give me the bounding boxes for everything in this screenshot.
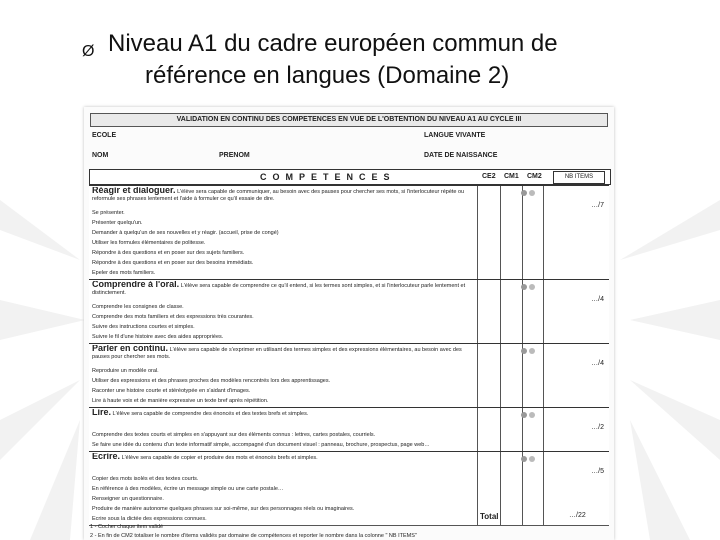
checkbox-cells[interactable] bbox=[477, 269, 544, 279]
section-text bbox=[92, 281, 472, 297]
col-ce2: CE2 bbox=[482, 173, 496, 180]
nb-items-cell bbox=[543, 475, 610, 485]
total-label: Total bbox=[480, 512, 499, 521]
col-cm1: CM1 bbox=[504, 173, 519, 180]
section-score: …/2 bbox=[591, 424, 604, 431]
nb-items-cell bbox=[543, 431, 610, 441]
nb-items-cell bbox=[543, 387, 610, 397]
item-text: Produire de manière autonome quelques phrases sur soi-même, sur des personnages réels ou imaginaires. bbox=[92, 506, 355, 512]
nb-items-cell bbox=[543, 239, 610, 249]
item-text: Comprendre des textes courts et simples en s'appuyant sur des éléments connus : lettres, cartes postales, courriels. bbox=[92, 432, 376, 438]
illustration-icon bbox=[519, 189, 537, 197]
nb-items-cell bbox=[543, 249, 610, 259]
checkbox-cells[interactable] bbox=[477, 239, 544, 249]
section-text bbox=[92, 345, 472, 361]
section-title: Parler en continu. bbox=[92, 345, 169, 353]
arrow-bullet-icon: Ø bbox=[82, 43, 95, 60]
sheet-heading: VALIDATION EN CONTINU DES COMPETENCES EN VUE DE L'OBTENTION DU NIVEAU A1 AU CYCLE III bbox=[90, 113, 608, 127]
nb-items-cell bbox=[543, 303, 610, 313]
naissance-label: DATE DE NAISSANCE bbox=[424, 152, 498, 159]
checkbox-cells[interactable] bbox=[477, 259, 544, 269]
section-row bbox=[89, 451, 609, 477]
checkbox-cells[interactable] bbox=[477, 387, 544, 397]
nb-items-cell bbox=[543, 186, 610, 210]
nb-items-cell bbox=[543, 229, 610, 239]
checkbox-cells[interactable] bbox=[477, 333, 544, 343]
nb-items-cell bbox=[543, 323, 610, 333]
item-text: Se faire une idée du contenu d'un texte informatif simple, accompagné d'un document visuel : panneau, brochure, prospectus, page web… bbox=[92, 442, 430, 448]
checkbox-cells[interactable] bbox=[477, 485, 544, 495]
item-text: Présenter quelqu'un. bbox=[92, 220, 143, 226]
checkbox-cells[interactable] bbox=[477, 495, 544, 505]
section-title: Lire. bbox=[92, 409, 112, 417]
checkbox-cells[interactable] bbox=[477, 249, 544, 259]
nb-items-cell bbox=[543, 209, 610, 219]
checkbox-cells[interactable] bbox=[477, 475, 544, 485]
section-text bbox=[92, 187, 472, 203]
competences-header bbox=[89, 169, 611, 185]
section-score: …/4 bbox=[591, 296, 604, 303]
item-text: Reproduire un modèle oral. bbox=[92, 368, 159, 374]
nb-items-cell bbox=[543, 495, 610, 505]
section-row bbox=[89, 185, 609, 211]
item-text: Lire à haute voix et de manière expressive un texte bref après répétition. bbox=[92, 398, 269, 404]
item-text: Se présenter. bbox=[92, 210, 125, 216]
checkbox-cells[interactable] bbox=[477, 367, 544, 377]
nb-items-cell bbox=[543, 333, 610, 343]
checkbox-cells[interactable] bbox=[477, 313, 544, 323]
section-score: …/7 bbox=[591, 202, 604, 209]
section-score: …/5 bbox=[591, 468, 604, 475]
evaluation-sheet bbox=[84, 107, 614, 540]
prenom-label: PRENOM bbox=[219, 152, 250, 159]
checkbox-cells[interactable] bbox=[477, 377, 544, 387]
section-description: L'élève sera capable de comprendre des énoncés et des textes brefs et simples. bbox=[112, 411, 309, 417]
nb-items-cell bbox=[543, 269, 610, 279]
nb-items-cell bbox=[543, 219, 610, 229]
nom-label: NOM bbox=[92, 152, 109, 159]
nb-items-cell bbox=[543, 452, 610, 476]
item-text: Répondre à des questions et en poser sur des besoins immédiats. bbox=[92, 260, 254, 266]
checkbox-cells[interactable] bbox=[477, 431, 544, 441]
section-row bbox=[89, 279, 609, 305]
illustration-icon bbox=[519, 455, 537, 463]
section-description: L'élève sera capable de copier et produire des mots et énoncés brefs et simples. bbox=[121, 455, 318, 461]
col-cm2: CM2 bbox=[527, 173, 542, 180]
title-line-2: référence en langues (Domaine 2) bbox=[145, 62, 510, 89]
section-title: Ecrire. bbox=[92, 453, 121, 461]
checkbox-cells[interactable] bbox=[477, 441, 544, 451]
section-text bbox=[92, 409, 472, 418]
nb-items-cell bbox=[543, 485, 610, 495]
nb-items-cell bbox=[543, 367, 610, 377]
section-text bbox=[92, 453, 472, 462]
item-text: Raconter une histoire courte et stéréotypée en s'aidant d'images. bbox=[92, 388, 251, 394]
total-score: …/22 bbox=[569, 512, 586, 519]
item-text: En référence à des modèles, écrire un message simple ou une carte postale… bbox=[92, 486, 284, 492]
item-row bbox=[89, 515, 609, 526]
item-text: Comprendre les consignes de classe. bbox=[92, 304, 184, 310]
item-text: Suivre le fil d'une histoire avec des aides appropriées. bbox=[92, 334, 224, 340]
nb-items-cell bbox=[543, 259, 610, 269]
nb-items-cell bbox=[543, 408, 610, 432]
checkbox-cells[interactable] bbox=[477, 209, 544, 219]
item-text: Répondre à des questions et en poser sur des sujets familiers. bbox=[92, 250, 245, 256]
illustration-icon bbox=[519, 347, 537, 355]
langue-label: LANGUE VIVANTE bbox=[424, 132, 486, 139]
checkbox-cells[interactable] bbox=[477, 303, 544, 313]
item-text: Renseigner un questionnaire. bbox=[92, 496, 164, 502]
item-text: Copier des mots isolés et des textes courts. bbox=[92, 476, 199, 482]
section-row bbox=[89, 407, 609, 433]
nb-items-header: NB ITEMS bbox=[553, 171, 605, 184]
legend-1: 1 - Cocher chaque item validé bbox=[90, 524, 164, 530]
nb-items-cell bbox=[543, 377, 610, 387]
illustration-icon bbox=[519, 411, 537, 419]
section-description: L'élève sera capable de comprendre ce qu'il entend, si les termes sont simples, et si l'interlocuteur parle lentement et distinctement. bbox=[92, 283, 466, 296]
title-line-1: Niveau A1 du cadre européen commun de bbox=[108, 30, 558, 57]
section-title: Réagir et dialoguer. bbox=[92, 187, 176, 195]
competences-title: COMPETENCES bbox=[260, 172, 396, 182]
section-title: Comprendre à l'oral. bbox=[92, 281, 180, 289]
checkbox-cells[interactable] bbox=[477, 397, 544, 407]
section-score: …/4 bbox=[591, 360, 604, 367]
ecole-label: ECOLE bbox=[92, 132, 117, 139]
item-text: Demander à quelqu'un de ses nouvelles et y réagir. (accueil, prise de congé) bbox=[92, 230, 279, 236]
section-row bbox=[89, 343, 609, 369]
checkbox-cells[interactable] bbox=[477, 323, 544, 333]
item-text: Suivre des instructions courtes et simples. bbox=[92, 324, 195, 330]
checkbox-cells[interactable] bbox=[477, 229, 544, 239]
item-text: Ecrire sous la dictée des expressions connues. bbox=[92, 516, 207, 522]
nb-items-cell bbox=[543, 280, 610, 304]
nb-items-cell bbox=[543, 344, 610, 368]
item-text: Utiliser des expressions et des phrases proches des modèles rencontrés lors des apprentissages. bbox=[92, 378, 331, 384]
item-text: Comprendre des mots familiers et des expressions très courantes. bbox=[92, 314, 254, 320]
section-description: L'élève sera capable de s'exprimer en utilisant des termes simples et des expressions élémentaires, au besoin avec des pauses pour chercher ses mots. bbox=[92, 347, 462, 360]
legend-2: 2 - En fin de CM2 totaliser le nombre d'items validés par domaine de compétences et reporter le nombre dans la colonne " NB ITEMS" bbox=[90, 533, 417, 539]
illustration-icon bbox=[519, 283, 537, 291]
section-description: L'élève sera capable de communiquer, au besoin avec des pauses pour chercher ses mots, si l'interlocuteur répète ou reformule ses phrases lentement et l'aide à formuler ce qu'il essaie de dire. bbox=[92, 189, 465, 202]
nb-items-cell bbox=[543, 313, 610, 323]
item-text: Epeler des mots familiers. bbox=[92, 270, 156, 276]
item-text: Utiliser les formules élémentaires de politesse. bbox=[92, 240, 206, 246]
checkbox-cells[interactable] bbox=[477, 219, 544, 229]
nb-items-cell bbox=[543, 397, 610, 407]
nb-items-cell bbox=[543, 441, 610, 451]
